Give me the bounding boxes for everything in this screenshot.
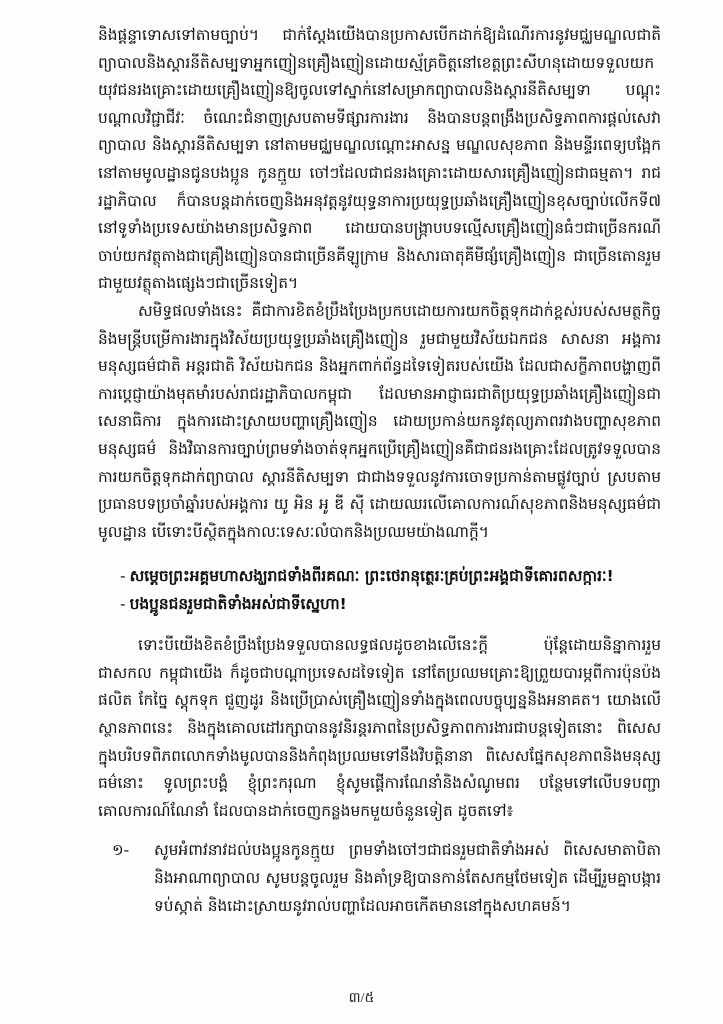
item-number: ១- — [112, 841, 130, 860]
salutation-text: បងប្អូនជនរួមជាតិទាំងអស់ជាទីស្នេហា! — [129, 595, 347, 614]
salutation-item — [120, 590, 661, 618]
salutation-dash: - — [120, 567, 126, 586]
salutation-list — [120, 562, 661, 618]
paragraph-2: សមិទ្ធផលទាំងនេះ គឺជាការខិតខំប្រឹងប្រែងប្រកបដោយការយកចិត្តទុកដាក់ខ្ពស់របស់សមត្ថកិច្ចនិងមន្ត្រីបម្រើការងារក្នុងវិស័យប្រយុទ្ធប្រឆាំងគ្រឿងញៀន រួមជាមួយវិស័យឯកជន សាសនា អង្គការមនុស្សធម៌ជាតិ អន្តរជាតិ វិស័យឯកជន និងអ្នកពាក់ព័ន្ធដទៃទៀតរបស់យើង ដែលជាសក្ខីភាពបង្ហាញពីការប្តេជ្ញាយ៉ាងមុតមាំរបស់រាជរដ្ឋាភិបាលកម្ពុជា ដែលមានអាជ្ញាធរជាតិប្រយុទ្ធប្រឆាំងគ្រឿងញៀនជាសេនាធិការ ក្នុងការដោះស្រាយបញ្ហាគ្រឿងញៀន ដោយប្រកាន់យកនូវតុល្យភាពរវាងបញ្ហាសុខភាព មនុស្សធម៌ និងវិធានការច្បាប់ព្រមទាំងចាត់ទុកអ្នកប្រើគ្រឿងញៀនគឺជាជនរងគ្រោះដែលត្រូវទទួលបានការយកចិត្តទុកដាក់ព្យាបាល ស្តារនីតិសម្បទា ជាជាងទទួលនូវការចោទប្រកាន់តាមផ្លូវច្បាប់ ស្របតាមប្រធានបទប្រចាំឆ្នាំរបស់អង្គការ យូ អិន អូ ឌី ស៊ី ដោយឈរលើគោលការណ៍សុខភាពនិងមនុស្សធម៌ជាមូលដ្ឋាន បើទោះបីស្ថិតក្នុងកាលៈទេសៈលំបាកនិងប្រឈមយ៉ាងណាក្តី។ — [98, 301, 661, 541]
paragraph-1: និងផ្តន្ទាទោសទៅតាមច្បាប់។ ជាក់ស្តែងយើងបានប្រកាសបើកដាក់ឱ្យដំណើរការនូវមជ្ឈមណ្ឌលជាតិព្យាបាលនិងស្តារនីតិសម្បទាអ្នកញៀនគ្រឿងញៀនដោយស្ម័គ្រចិត្តនៅខេត្តព្រះសីហនុដោយទទួលយកយុវជនរងគ្រោះដោយគ្រឿងញៀនឱ្យចូលទៅស្នាក់នៅសម្រាកព្យាបាលនិងស្តារនីតិសម្បទា បណ្តុះបណ្តាលវិជ្ជាជីវៈ ចំណេះជំនាញស្របតាមទីផ្សារការងារ និងបានបន្តពង្រឹងប្រសិទ្ធភាពការផ្តល់សេវាព្យាបាល និងស្តារនីតិសម្បទា នៅតាមមជ្ឈមណ្ឌលណ្តោះអាសន្ន មណ្ឌលសុខភាព និងមន្ទីរពេទ្យបង្អែកនៅតាមមូលដ្ឋានជូនបងប្អូន កូនក្មួយ ចៅៗដែលជាជនរងគ្រោះដោយសារគ្រឿងញៀនជាធម្មតា។ រាជរដ្ឋាភិបាល ក៏បានបន្តដាក់ចេញនិងអនុវត្តនូវយុទ្ធនាការប្រយុទ្ធប្រឆាំងគ្រឿងញៀនខុសច្បាប់លើកទី៧ នៅទូទាំងប្រទេសយ៉ាងមានប្រសិទ្ធភាព ដោយបានបង្ក្រាបបទល្មើសគ្រឿងញៀនធំៗជាច្រើនករណីចាប់យកវត្ថុតាងជាគ្រឿងញៀនបានជាច្រើនគីឡូក្រាម និងសារធាតុគីមីផ្សំគ្រឿងញៀន ជាច្រើនតោនរួមជាមួយវត្ថុតាងផ្សេងៗជាច្រើនទៀត។ — [98, 26, 661, 293]
numbered-item — [112, 837, 661, 920]
page-number: ៣/៥ — [348, 991, 375, 1006]
salutation-text: សម្តេចព្រះអគ្គមហាសង្ឃរាជទាំងពីរគណៈ ព្រះថេរានុត្ថេរៈគ្រប់ព្រះអង្គជាទីគោរពសក្ការៈ! — [129, 567, 614, 586]
item-text: សូមអំពាវនាវដល់បងប្អូនកូនក្មួយ ព្រមទាំងចៅៗជាជនរួមជាតិទាំងអស់ ពិសេសមាតាបិតានិងអាណាព្យាបាល សូមបន្តចូលរួម និងគាំទ្រឱ្យបានកាន់តែសកម្មថែមទៀត ដើម្បីរួមគ្នាបង្ការ ទប់ស្កាត់ និងដោះស្រាយនូវរាល់បញ្ហាដែលអាចកើតមាននៅក្នុងសហគមន៍។ — [154, 841, 661, 915]
salutation-dash: - — [120, 595, 126, 614]
salutation-item — [120, 562, 661, 590]
paragraph-3: ទោះបីយើងខិតខំប្រឹងប្រែងទទួលបានលទ្ធផលដូចខាងលើនេះក្តី ប៉ុន្តែដោយនិន្នាការរួមជាសកល កម្ពុជាយើង ក៏ដូចជាបណ្តាប្រទេសដទៃទៀត នៅតែប្រឈមគ្រោះឱ្យព្រួយបារម្ភពីការប៉ុនប៉ងផលិត កែច្នៃ ស្តុកទុក ជួញដូរ និងប្រើប្រាស់គ្រឿងញៀនទាំងក្នុងពេលបច្ចុប្បន្ននិងអនាគត។ យោងលើស្ថានភាពនេះ និងក្នុងគោលដៅរក្សាបាននូវនិរន្តរភាពនៃប្រសិទ្ធភាពការងារជាបន្តទៀតនោះ ពិសេសក្នុងបរិបទពិភពលោកទាំងមូលបាននិងកំពុងប្រឈមទៅនឹងវិបត្តិនានា ពិសេសផ្នែកសុខភាពនិងមនុស្សធម៌នោះ ទូលព្រះបង្គំ ខ្ញុំព្រះករុណា ខ្ញុំសូមផ្តើការណែនាំនិងសំណូមពរ បន្ថែមទៅលើបទបញ្ជា គោលការណ៍ណែនាំ ដែលបានដាក់ចេញកន្លងមកមួយចំនួនទៀត ដូចតទៅ៖ — [98, 636, 661, 820]
